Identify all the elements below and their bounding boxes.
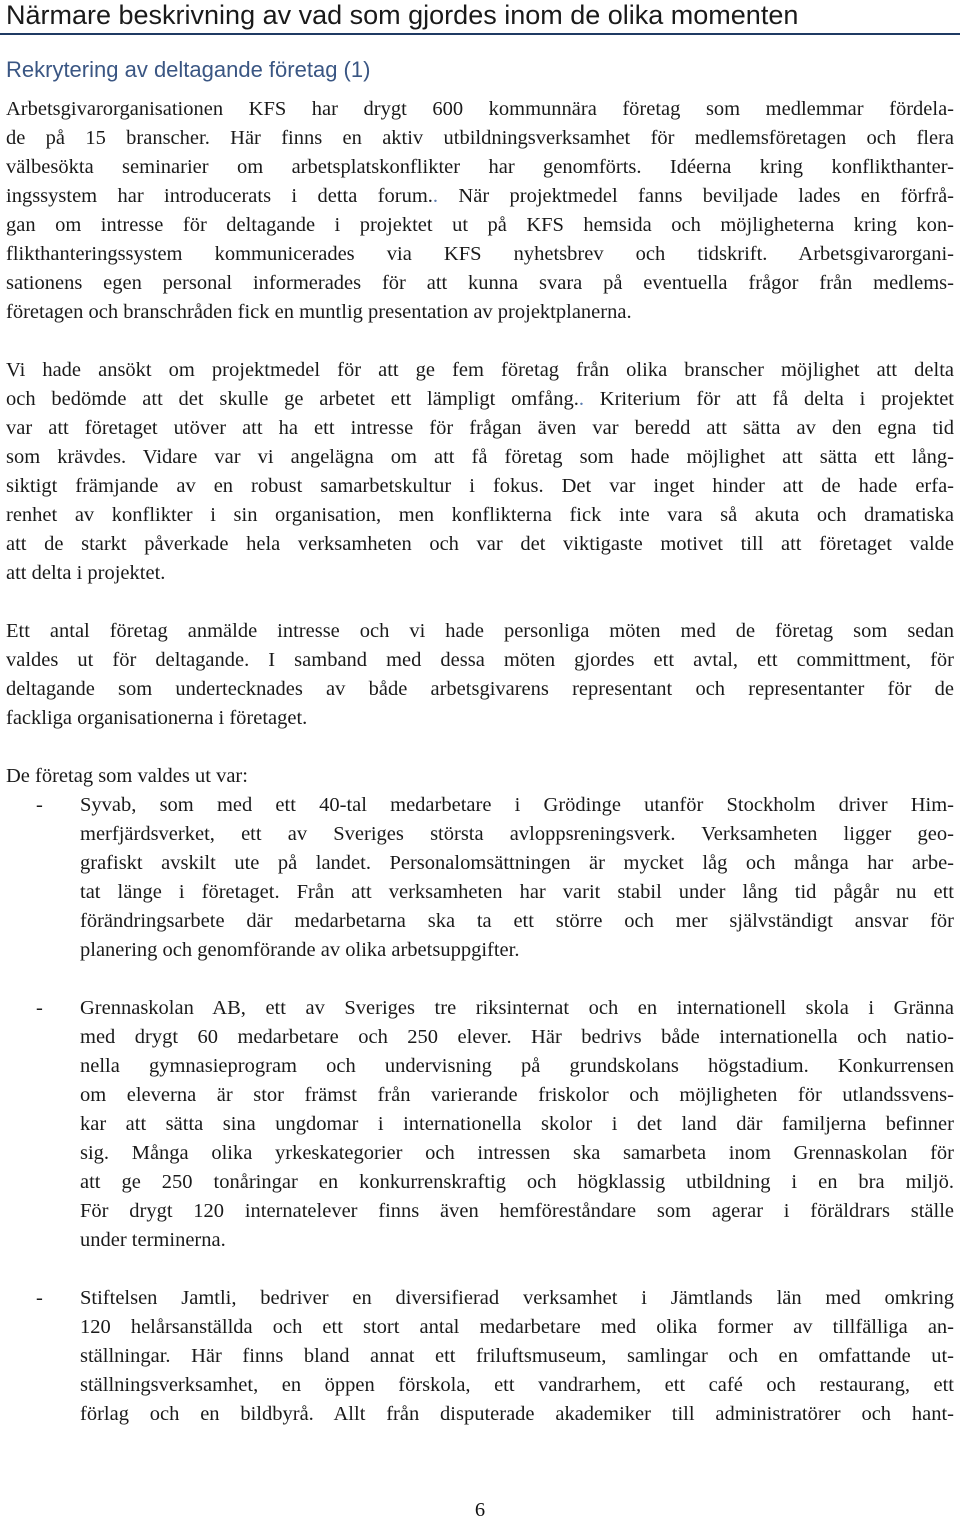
text-segment: När projektmedel fanns beviljade lades en förfrå-: [438, 185, 955, 207]
text-line: grafiskt avskilt ute på landet. Personalomsättningen är mycket låg och många har arbe-: [80, 852, 954, 874]
text-line: För drygt 120 internatelever finns även hemföreståndare som agerar i föräldrars ställe: [80, 1200, 954, 1222]
text-line: deltagande som undertecknades av både arbetsgivarens representant och representanter för de: [6, 678, 954, 700]
text-line: [6, 182, 954, 211]
page-title: Närmare beskrivning av vad som gjordes inom de olika momenten: [6, 0, 799, 30]
text-line: gan om intresse för deltagande i projektet ut på KFS hemsida och möjligheterna kring kon-: [6, 214, 954, 236]
text-line: Stiftelsen Jamtli, bedriver en diversifierad verksamhet i Jämtlands län med omkring: [80, 1287, 954, 1309]
text-line: Syvab, som med ett 40-tal medarbetare i Grödinge utanför Stockholm driver Him-: [80, 794, 954, 816]
text-line: [6, 385, 954, 414]
text-line: om eleverna är stor främst från varierande friskolor och möjligheten för utlandssvens-: [80, 1084, 954, 1106]
list-item-text: [80, 1284, 954, 1429]
text-line: att de starkt påverkade hela verksamheten och var det viktigaste motivet till att företaget valde: [6, 533, 954, 555]
text-segment: ingssystem har introducerats i detta forum.: [6, 185, 433, 207]
text-line: förlag och en bildbyrå. Allt från disputerade akademiker till administratörer och hant-: [80, 1403, 954, 1425]
text-line: Grennaskolan AB, ett av Sveriges tre riksinternat och en internationell skola i Gränna: [80, 997, 954, 1019]
text-line: under terminerna.: [80, 1229, 226, 1251]
text-line: att delta i projektet.: [6, 562, 166, 584]
text-segment: Kriterium för att få delta i projektet: [584, 388, 954, 410]
paragraph-recruitment-kfs: [6, 95, 954, 327]
text-line: fackliga organisationerna i företaget.: [6, 707, 308, 729]
text-line: att ge 250 tonåringar en konkurrenskraftig och högklassig utbildning i en bra miljö.: [80, 1171, 954, 1193]
list-dash: -: [36, 1287, 43, 1309]
paragraph-selection-criteria: [6, 356, 954, 588]
list-item-text: [80, 791, 954, 965]
text-line: var att företaget utöver att ha ett intresse för frågan även var beredd att sätta av den egna tid: [6, 417, 954, 439]
text-line: de på 15 branscher. Här finns en aktiv utbildningsverksamhet för medlemsföretagen och flera: [6, 127, 954, 149]
text-line: merfjärdsverket, ett av Sveriges största avloppsreningsverk. Verksamheten ligger geo-: [80, 823, 954, 845]
section-heading: Rekrytering av deltagande företag (1): [6, 57, 371, 82]
text-line: kar att sätta sina ungdomar i internationella skolor i det land där familjerna befinner: [80, 1113, 954, 1135]
text-line: ställningar. Här finns bland annat ett friluftsmuseum, samlingar och en omfattande ut-: [80, 1345, 954, 1367]
text-line: ställningsverksamhet, en öppen förskola, ett vandrarhem, ett café och restaurang, ett: [80, 1374, 954, 1396]
text-line: sig. Många olika yrkeskategorier och intressen ska samarbeta inom Grennaskolan för: [80, 1142, 954, 1164]
blue-period-mark: .: [578, 388, 585, 410]
text-segment: och bedömde att det skulle ge arbetet ett lämpligt omfång.: [6, 388, 579, 410]
text-line: De företag som valdes ut var:: [6, 765, 248, 787]
text-line: planering och genomförande av olika arbetsuppgifter.: [80, 939, 520, 961]
page-number: 6: [474, 1499, 486, 1521]
text-line: flikthanteringssystem kommunicerades via KFS nyhetsbrev och tidskrift. Arbetsgivarorgani-: [6, 243, 954, 265]
text-line: Vi hade ansökt om projektmedel för att ge fem företag från olika branscher möjlighet att delta: [6, 359, 954, 381]
paragraph-commitment: [6, 617, 954, 733]
title-underline: [0, 33, 960, 35]
text-line: Arbetsgivarorganisationen KFS har drygt 600 kommunnära företag som medlemmar fördela-: [6, 98, 954, 120]
list-item-text: [80, 994, 954, 1255]
list-dash: -: [36, 997, 43, 1019]
list-intro: [6, 762, 954, 791]
text-line: renhet av konflikter i sin organisation, men konflikterna fick inte vara så akuta och dramatiska: [6, 504, 954, 526]
text-line: valdes ut för deltagande. I samband med dessa möten gjordes ett avtal, ett committment, för: [6, 649, 954, 671]
text-line: 120 helårsanställda och ett stort antal medarbetare med olika former av tillfälliga an-: [80, 1316, 954, 1338]
text-line: förändringsarbete där medarbetarna ska ta ett större och mer självständigt ansvar för: [80, 910, 954, 932]
list-dash: -: [36, 794, 43, 816]
text-line: med drygt 60 medarbetare och 250 elever. Här bedrivs både internationella och natio-: [80, 1026, 954, 1048]
text-line: företagen och branschråden fick en muntlig presentation av projektplanerna.: [6, 301, 632, 323]
text-line: nella gymnasieprogram och undervisning på grundskolans högstadium. Konkurrensen: [80, 1055, 954, 1077]
text-line: tat länge i företaget. Från att verksamheten har varit stabil under lång tid pågår nu ett: [80, 881, 954, 903]
text-line: välbesökta seminarier om arbetsplatskonflikter har genomförts. Idéerna kring konflikthanter-: [6, 156, 954, 178]
text-line: Ett antal företag anmälde intresse och vi hade personliga möten med de företag som sedan: [6, 620, 954, 642]
page-header: [0, 0, 960, 36]
text-line: siktigt främjande av en robust samarbetskultur i fokus. Det var inget hinder att de hade erfa-: [6, 475, 954, 497]
text-line: sationens egen personal informerades för att kunna svara på eventuella frågor från medlems-: [6, 272, 954, 294]
text-line: som krävdes. Vidare var vi angelägna om att få företag som hade möjlighet att sätta ett lång-: [6, 446, 954, 468]
blue-period-mark: .: [432, 185, 439, 207]
